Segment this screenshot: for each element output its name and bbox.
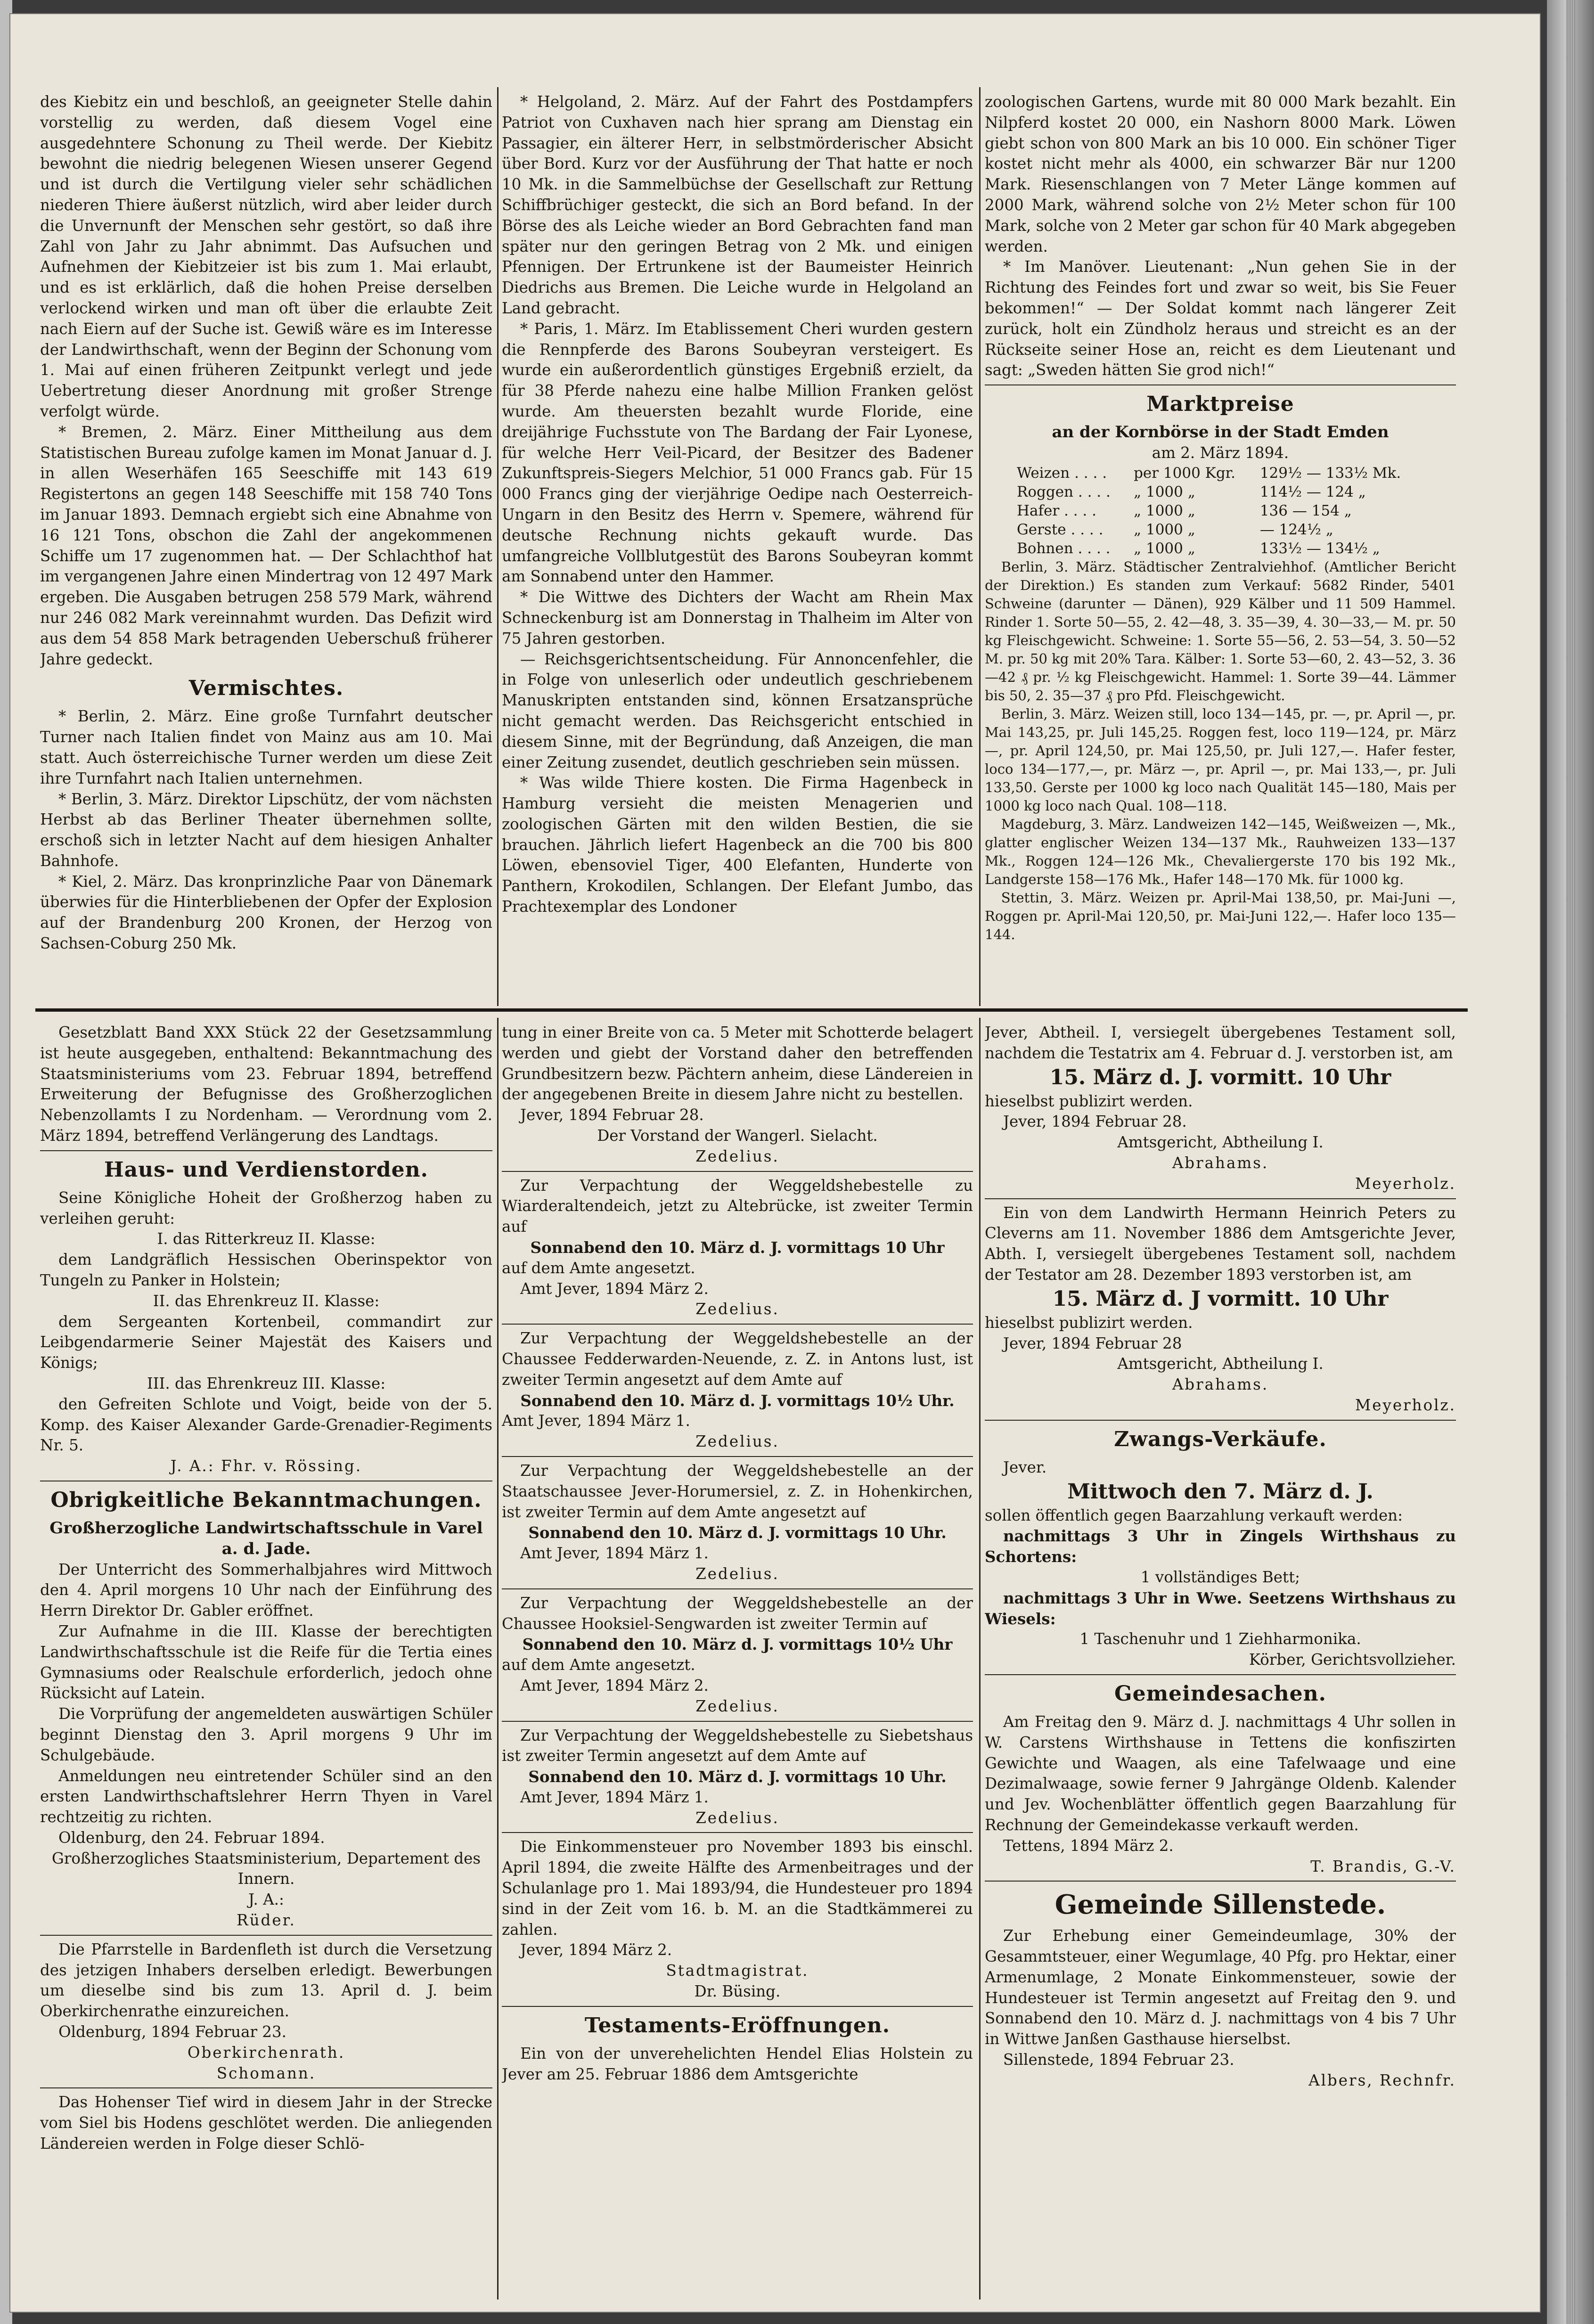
- notice-line: Amt Jever, 1894 März 1.: [502, 1412, 690, 1430]
- notice-date: 15. März d. J. vormitt. 10 Uhr: [1049, 1065, 1391, 1089]
- signature: Zedelius.: [695, 1147, 779, 1165]
- notice-line: Ein von der unverehelichten Hendel Elias Holstein zu Jever am 25. Februar 1886 dem Amtsgerichte: [502, 2044, 973, 2083]
- column-bottom-1: [40, 1023, 492, 2295]
- market-date: am 2. März 1894.: [1152, 443, 1289, 462]
- article: * Paris, 1. März. Im Etablissement Cheri wurden gestern die Rennpferde des Barons Soubeyran versteigert. Es wurde ein außerordentlich günstiges Ergebniß erzielt, da für 38 Pferde nahezu eine halbe Million Franken gelöst wurde. Am theuersten bezahlt wurde Floride, eine dreijährige Fuchsstute von The Bardang der Fair Lyonese, für welche Herr Veil-Picard, der Besitzer des Badener Zukunftspreis-Siegers Melchior, 51 000 Francs gab. Für 15 000 Francs ging der vierjährige Oedipe nach Oesterreich-Ungarn in den Besitz des Herrn v. Spemere, während für deutsche Rechnung nichts gekauft wurde. Das umfangreiche Vollblutgestüt des Barons Soubeyran kommt am Sonnabend unter den Hammer.: [502, 319, 973, 586]
- notice-line: Oberkirchenrath.: [187, 2043, 345, 2062]
- notice-line: Zur Verpachtung der Weggeldshebestelle an der Staatschaussee Jever-Horumersiel, z. Z. in Hohenkirchen, ist zweiter Termin auf dem Amte angesetzt auf: [502, 1461, 973, 1521]
- section-heading-large: Gemeinde Sillenstede.: [1054, 1889, 1386, 1921]
- notice-line: II. das Ehrenkreuz II. Klasse:: [153, 1292, 380, 1310]
- signature: Schomann.: [216, 2064, 316, 2082]
- notice-line: Stadtmagistrat.: [666, 1962, 809, 1980]
- article: * Was wilde Thiere kosten. Die Firma Hagenbeck in Hamburg versieht die meisten Menagerien und zoologischen Gärten mit den wilden Bestien, die sie brauchen. Jährlich liefert Hagenbeck an die 700 bis 800 Löwen, ebensoviel Tiger, 400 Elefanten, Hunderte von Panthern, Krokodilen, Schlangen. Der Elefant Jumbo, das Prachtexemplar des Londoner: [502, 774, 973, 916]
- article: zoologischen Gartens, wurde mit 80 000 Mark bezahlt. Ein Nilpferd kostet 20 000, ein Nashorn 8000 Mark. Löwen giebt schon von 800 Mark an bis 10 000. Ein schöner Tiger kostet nicht mehr als 4000, ein schwarzer Bär nur 1200 Mark. Riesenschlangen von 7 Meter Länge kommen auf 2000 Mark, während solche von 2½ Meter schon für 100 Mark, solche von 2 Meter gar schon für 40 Mark abgegeben werden.: [985, 93, 1456, 255]
- divider: [985, 1881, 1456, 1882]
- notice-line: Die Pfarrstelle in Bardenfleth ist durch die Versetzung des jetzigen Inhabers derselben erledigt. Bewerbungen um dieselbe sind bis zum 13. April d. J. beim Oberkirchenrathe einzureichen.: [40, 1940, 492, 2021]
- divider: [985, 1198, 1456, 1199]
- notice-line: den Gefreiten Schlote und Voigt, beide von der 5. Komp. des Kaiser Alexander Garde-Grenadier-Regiments Nr. 5.: [40, 1395, 492, 1455]
- article: * Die Wittwe des Dichters der Wacht am Rhein Max Schneckenburg ist am Donnerstag in Thalheim im Alter von 75 Jahren gestorben.: [502, 588, 973, 647]
- notice-line: Der Vorstand der Wangerl. Sielacht.: [597, 1126, 878, 1145]
- page-stack: [1566, 0, 1575, 2324]
- divider: [502, 2006, 973, 2007]
- column-top-1: [40, 92, 492, 1001]
- column-rule: [979, 1018, 981, 2299]
- cell: „ 1000 „: [1134, 540, 1195, 557]
- notice-line: Das Hohenser Tief wird in diesem Jahr in der Strecke vom Siel bis Hodens geschlötet werden. Die anliegenden Ländereien werden in Folge dieser Schlö-: [40, 2093, 492, 2153]
- notice-line: Oldenburg, den 24. Februar 1894.: [58, 1828, 325, 1847]
- notice-line: sollen öffentlich gegen Baarzahlung verkauft werden:: [985, 1506, 1403, 1524]
- signature: Dr. Büsing.: [694, 1982, 781, 2001]
- notice-date: Sonnabend den 10. März d. J. vormittags 10 Uhr.: [528, 1523, 947, 1542]
- cell: Gerste . . . .: [1017, 521, 1104, 538]
- article: des Kiebitz ein und beschloß, an geeigneter Stelle dahin vorstellig zu werden, daß diesem Vogel eine ausgedehntere Schonung zu Theil werde. Der Kiebitz bewohnt die niedrig belegenen Wiesen unserer Gegend und ist durch die Vertilgung vieler sehr schädlichen niederen Thiere äußerst nützlich, wird aber leider durch die Unvernunft der Menschen sehr gestört, so daß ihre Zahl von Jahr zu Jahr abnimmt. Das Aufsuchen und Aufnehmen der Kiebitzeier ist bis zum 1. Mai erlaubt, und es ist erklärlich, daß die hohen Preise derselben verlockend wirken und man oft über die erlaubte Zeit nach Eiern auf der Suche ist. Gewiß wäre es im Interesse der Landwirthschaft, wenn der Beginn der Schonung vom 1. Mai auf einen früheren Zeitpunkt verlegt und jede Uebertretung dieser Anordnung mit großer Strenge verfolgt würde.: [40, 93, 492, 420]
- notice-line: 1 vollständiges Bett;: [1140, 1568, 1300, 1586]
- notice-line: Jever, Abtheil. I, versiegelt übergebenes Testament soll, nachdem die Testatrix am 4. Februar d. J. verstorben ist, am: [985, 1023, 1456, 1062]
- article: * Kiel, 2. März. Das kronprinzliche Paar von Dänemark überwies für die Hinterbliebenen der Opfer der Explosion auf der Brandenburg 200 Kronen, der Herzog von Sachsen-Coburg 250 Mk.: [40, 872, 492, 953]
- notice-line: J. A.:: [248, 1890, 284, 1909]
- notice-line: Sillenstede, 1894 Februar 23.: [1003, 2051, 1234, 2069]
- signature: Abrahams.: [1172, 1375, 1269, 1394]
- notice-line: hieselbst publizirt werden.: [985, 1092, 1193, 1110]
- signature: Körber, Gerichtsvollzieher.: [1249, 1651, 1456, 1669]
- notice-line: Anmeldungen neu eintretender Schüler sind an den ersten Landwirthschaftslehrer Herrn Thyen in Varel rechtzeitig zu richten.: [40, 1767, 492, 1826]
- section-heading: Obrigkeitliche Bekanntmachungen.: [50, 1488, 482, 1512]
- divider: [502, 1721, 973, 1722]
- cell: Weizen . . . .: [1017, 464, 1107, 482]
- cell: Hafer . . . .: [1017, 502, 1096, 519]
- cell: 133½ — 134½ „: [1259, 540, 1380, 557]
- notice-line: Ein von dem Landwirth Hermann Heinrich Peters zu Cleverns am 11. November 1886 dem Amtsgerichte Jever, Abth. I, versiegelt übergebenes Testament soll, nachdem der Testator am 28. Dezember 1893 verstorben ist, am: [985, 1203, 1456, 1284]
- signature: Zedelius.: [695, 1432, 779, 1451]
- market-report: Berlin, 3. März. Städtischer Zentralviehhof. (Amtlicher Bericht der Direktion.) Es standen zum Verkauf: 5682 Rinder, 5401 Schweine (darunter — Dänen), 929 Kälber und 11 509 Hammel. Rinder 1. Sorte 50—55, 2. 42—48, 3. 35—39, 4. 30—33,— M. pr. 50 kg Fleischgewicht. Schweine: 1. Sorte 55—56, 2. 53—54, 3. 50—52 M. pr. 50 kg mit 20% Tara. Kälber: 1. Sorte 53—60, 2. 43—52, 3. 36—42 ₰ pr. ½ kg Fleischgewicht. Hammel: 1. Sorte 39—44. Lämmer bis 50, 2. 35—37 ₰ pro Pfd. Fleischgewicht.: [985, 558, 1456, 704]
- article: * Im Manöver. Lieutenant: „Nun gehen Sie in der Richtung des Feindes fort und zwar so weit, bis Sie Feuer bekommen!“ — Der Soldat kommt nach längerer Zeit zurück, holt ein Zündholz heraus und streicht es an der Rückseite seiner Hose an, reicht es dem Lieutenant und sagt: „Sweden hätten Sie grod nich!“: [985, 258, 1456, 379]
- column-rule: [497, 87, 499, 1006]
- notice-line: Zur Verpachtung der Weggeldshebestelle an der Chaussee Hooksiel-Sengwarden ist zweiter Termin auf: [502, 1594, 973, 1633]
- section-heading: Haus- und Verdienstorden.: [104, 1157, 428, 1182]
- notice-line: Am Freitag den 9. März d. J. nachmittags 4 Uhr sollen in W. Carstens Wirthshause in Tettens die konfiszirten Gewichte und Waagen, als eine Tafelwaage und eine Dezimalwaage, sowie ferner 9 Jahrgänge Oldenb. Kalender und Jev. Wochenblätter öffentlich gegen Baarzahlung für Rechnung der Gemeindekasse verkauft werden.: [985, 1712, 1456, 1834]
- section-heading: Vermischtes.: [188, 676, 344, 701]
- cell: 129½ — 133½ Mk.: [1259, 464, 1401, 482]
- notice-line: Jever, 1894 Februar 28.: [520, 1106, 704, 1124]
- notice-line: auf dem Amte angesetzt.: [502, 1259, 695, 1277]
- notice-line: Amt Jever, 1894 März 2.: [520, 1279, 709, 1298]
- market-report: Magdeburg, 3. März. Landweizen 142—145, Weißweizen —, Mk., glatter englischer Weizen 134—137 Mk., Rauhweizen 133—137 Mk., Roggen 124—126 Mk., Chevaliergerste 170 bis 192 Mk., Landgerste 158—176 Mk., Hafer 148—170 Mk. für 1000 kg.: [985, 816, 1456, 887]
- notice-line: Zur Aufnahme in die III. Klasse der berechtigten Landwirthschaftsschule ist die Reife für die Tertia eines Gymnasiums oder Realschule erforderlich, jedoch ohne Rücksicht auf Latein.: [40, 1622, 492, 1702]
- notice-line: III. das Ehrenkreuz III. Klasse:: [147, 1374, 386, 1392]
- cell: Bohnen . . . .: [1017, 540, 1111, 557]
- notice-date: Sonnabend den 10. März d. J. vormittags 10½ Uhr.: [520, 1391, 955, 1410]
- divider: [502, 1324, 973, 1325]
- notice-line: dem Sergeanten Kortenbeil, commandirt zur Leibgendarmerie Seiner Majestät des Kaisers und Königs;: [40, 1312, 492, 1372]
- notice-line: Oldenburg, 1894 Februar 23.: [58, 2023, 286, 2041]
- signature: Abrahams.: [1172, 1154, 1269, 1172]
- notice-line: Jever, 1894 Februar 28: [1003, 1334, 1182, 1352]
- column-bottom-2: [502, 1023, 973, 2295]
- section-heading: Gemeindesachen.: [1114, 1681, 1326, 1706]
- notice-line: nachmittags 3 Uhr in Zingels Wirthshaus zu Schortens:: [985, 1527, 1456, 1566]
- signature: Albers, Rechnfr.: [1308, 2071, 1456, 2089]
- notice-line: Amtsgericht, Abtheilung I.: [1117, 1355, 1324, 1373]
- table-row: [1013, 520, 1428, 539]
- notice-line: Amtsgericht, Abtheilung I.: [1117, 1133, 1324, 1152]
- section-heading: Zwangs-Verkäufe.: [1114, 1427, 1327, 1451]
- notice-subheading: Großherzogliche Landwirtschaftsschule in Varel a. d. Jade.: [49, 1518, 483, 1558]
- notice-line: Amt Jever, 1894 März 2.: [520, 1676, 709, 1694]
- column-top-3: [985, 92, 1456, 1001]
- notice-line: hieselbst publizirt werden.: [985, 1313, 1193, 1332]
- signature: Meyerholz.: [1355, 1396, 1456, 1414]
- signature: Meyerholz.: [1355, 1174, 1456, 1193]
- cell: 114½ — 124 „: [1259, 483, 1366, 500]
- divider: [40, 1935, 492, 1936]
- notice-line: Zur Verpachtung der Weggeldshebestelle zu Wiarderaltendeich, jetzt zu Altebrücke, ist zweiter Termin auf: [502, 1176, 973, 1236]
- notice-date: 15. März d. J vormitt. 10 Uhr: [1052, 1286, 1389, 1311]
- notice: Gesetzblatt Band XXX Stück 22 der Gesetzsammlung ist heute ausgegeben, enthaltend: Bekanntmachung des Staatsministeriums vom 23. Februar 1894, betreffend Erweiterung der Befugnisse des Großherzoglichen Nebenzollamts I zu Nordenham. — Verordnung vom 2. März 1894, betreffend Verlängerung des Landtags.: [40, 1023, 492, 1145]
- notice-line: Jever.: [1003, 1458, 1047, 1476]
- notice-line: Zur Verpachtung der Weggeldshebestelle an der Chaussee Fedderwarden-Neuende, z. Z. in Antons lust, ist zweiter Termin angesetzt auf dem Amte auf: [502, 1329, 973, 1389]
- divider: [502, 1456, 973, 1457]
- cell: per 1000 Kgr.: [1134, 464, 1235, 482]
- divider: [502, 1171, 973, 1172]
- article: * Berlin, 2. März. Eine große Turnfahrt deutscher Turner nach Italien findet von Mainz aus am 10. Mai statt. Auch österreichische Turner werden um diese Zeit ihre Turnfahrt nach Italien unternehmen.: [40, 707, 492, 787]
- cell: „ 1000 „: [1134, 521, 1195, 538]
- notice-date: Sonnabend den 10. März d. J. vormittags 10 Uhr: [530, 1238, 945, 1257]
- article: * Berlin, 3. März. Direktor Lipschütz, der vom nächsten Herbst ab das Berliner Theater übernehmen sollte, erschoß sich in letzter Nacht auf dem hiesigen Anhalter Bahnhofe.: [40, 790, 492, 870]
- divider: [502, 1832, 973, 1833]
- table-row: [1013, 501, 1428, 520]
- signature: Zedelius.: [695, 1697, 779, 1715]
- market-report: Stettin, 3. März. Weizen pr. April-Mai 138,50, pr. Mai-Juni —, Roggen pr. April-Mai 120,50, pr. Mai-Juni 122,—. Hafer loco 135—144.: [985, 889, 1456, 942]
- market-report: Berlin, 3. März. Weizen still, loco 134—145, pr. —, pr. April —, pr. Mai 143,25, pr. Juli 145,25. Roggen fest, loco 119—124, pr. März —, pr. April 124,50, pr. Mai 125,50, pr. Juli 127,—. Hafer fester, loco 134—177,—, pr. März —, pr. April —, pr. Mai 133,—, pr. Juli 133,50. Gerste per 1000 kg loco nach Qualität 145—180, Mais per 1000 kg loco nach Qual. 108—118.: [985, 705, 1456, 814]
- article: * Helgoland, 2. März. Auf der Fahrt des Postdampfers Patriot von Cuxhaven nach hier sprang am Dienstag ein Passagier, ein älterer Herr, in selbstmörderischer Absicht über Bord. Kurz vor der Ausführung der That hatte er noch 10 Mk. in die Sammelbüchse der Gesellschaft zur Rettung Schiffbrüchiger gesteckt, die sich an Bord befand. In der Börse des als Leiche wieder an Bord Gebrachten fand man später nur den geringen Betrag von 2 Mk. und einigen Pfennigen. Der Ertrunkene ist der Baumeister Heinrich Diedrichs aus Bremen. Die Leiche wurde in Helgoland an Land gebracht.: [502, 93, 973, 317]
- notice-line: Tettens, 1894 März 2.: [1003, 1836, 1174, 1855]
- column-rule: [979, 87, 981, 1006]
- column-bottom-3: [985, 1023, 1456, 2295]
- signature: J. A.: Fhr. v. Rössing.: [170, 1457, 362, 1475]
- table-row: [1013, 539, 1428, 558]
- cell: 136 — 154 „: [1259, 502, 1352, 519]
- signature: Zedelius.: [695, 1808, 779, 1827]
- notice-line: I. das Ritterkreuz II. Klasse:: [157, 1230, 376, 1248]
- signature: Zedelius.: [695, 1564, 779, 1583]
- notice-line: 1 Taschenuhr und 1 Ziehharmonika.: [1079, 1630, 1361, 1648]
- notice-date: Sonnabend den 10. März d. J. vormittags 10½ Uhr: [522, 1635, 953, 1654]
- signature: Zedelius.: [695, 1300, 779, 1318]
- market-title: Marktpreise: [1146, 392, 1294, 417]
- table-row: [1013, 464, 1428, 483]
- notice-line: Der Unterricht des Sommerhalbjahres wird Mittwoch den 4. April morgens 10 Uhr nach der Einführung des Herrn Direktor Dr. Gabler eröffnet.: [40, 1560, 492, 1620]
- cell: Roggen . . . .: [1017, 483, 1111, 500]
- column-top-2: [502, 92, 973, 1001]
- notice-date: Sonnabend den 10. März d. J. vormittags 10 Uhr.: [528, 1768, 947, 1786]
- article: — Reichsgerichtsentscheidung. Für Annoncenfehler, die in Folge von unleserlich oder undeutlich geschriebenem Manuskripten entstanden sind, können Ersatzansprüche nicht gemacht werden. Das Reichsgericht entschied in diesem Sinne, mit der Begründung, daß Anzeigen, die man einer Zeitung zusendet, deutlich geschrieben sein müssen.: [502, 650, 973, 771]
- notice-line: Seine Königliche Hoheit der Großherzog haben zu verleihen geruht:: [40, 1188, 492, 1227]
- divider: [40, 1150, 492, 1151]
- table-row: [1013, 483, 1428, 501]
- divider: [40, 2087, 492, 2088]
- divider: [985, 1420, 1456, 1421]
- section-heading: Testaments-Eröffnungen.: [584, 2013, 891, 2038]
- notice-line: Zur Verpachtung der Weggeldshebestelle zu Siebetshaus ist zweiter Termin angesetzt auf dem Amte auf: [502, 1726, 973, 1765]
- notice-date: Mittwoch den 7. März d. J.: [1067, 1479, 1373, 1504]
- cell: „ 1000 „: [1134, 502, 1195, 519]
- cell: „ 1000 „: [1134, 483, 1195, 500]
- notice-line: nachmittags 3 Uhr in Wwe. Seetzens Wirthshaus zu Wiesels:: [985, 1588, 1456, 1628]
- signature: Rüder.: [237, 1911, 296, 1930]
- cell: — 124½ „: [1259, 521, 1333, 538]
- notice-line: Jever, 1894 März 2.: [520, 1941, 672, 1959]
- market-table: [1013, 464, 1428, 558]
- notice-line: auf dem Amte angesetzt.: [502, 1656, 695, 1674]
- notice-line: Die Vorprüfung der angemeldeten auswärtigen Schüler beginnt Dienstag den 3. April morgens 9 Uhr im Schulgebäude.: [40, 1705, 492, 1764]
- notice-line: Zur Erhebung einer Gemeindeumlage, 30% der Gesammtsteuer, einer Wegumlage, 40 Pfg. pro Hektar, einer Armenumlage, 2 Monate Einkommensteuer, sowie der Hundesteuer ist Termin angesetzt auf Freitag den 9. und Sonnabend den 10. März d. J. nachmittags von 4 bis 7 Uhr in Wittwe Janßen Gasthause hierselbst.: [985, 1927, 1456, 2048]
- market-subtitle: an der Kornbörse in der Stadt Emden: [1052, 423, 1389, 442]
- notice-line: Jever, 1894 Februar 28.: [1003, 1113, 1187, 1131]
- column-rule: [497, 1018, 499, 2299]
- notice-line: dem Landgräflich Hessischen Oberinspektor von Tungeln zu Panker in Holstein;: [40, 1251, 492, 1289]
- signature: T. Brandis, G.-V.: [1310, 1857, 1456, 1875]
- section-rule: [35, 1008, 1468, 1012]
- divider: [985, 1674, 1456, 1675]
- divider: [502, 1588, 973, 1589]
- notice-line: Großherzogliches Staatsministerium, Departement des Innern.: [51, 1849, 481, 1888]
- article: * Bremen, 2. März. Einer Mittheilung aus dem Statistischen Bureau zufolge kamen im Monat Januar d. J. in allen Weserhäfen 165 Seeschiffe mit 143 619 Registertons an gegen 148 Seeschiffe mit 158 740 Tons im Januar 1893. Demnach ergiebt sich eine Abnahme von 16 121 Tons, obschon die Zahl der angekommenen Schiffe um 17 zugenommen hat. — Der Schlachthof hat im vergangenen Jahre einen Mindertrag von 12 497 Mark ergeben. Die Ausgaben betrugen 258 579 Mark, während nur 246 082 Mark vereinnahmt wurden. Das Defizit wird aus dem 54 858 Mark betragenden Ueberschuß früherer Jahre gedeckt.: [40, 423, 492, 668]
- notice-line: Amt Jever, 1894 März 1.: [520, 1544, 709, 1563]
- notice-line: Amt Jever, 1894 März 1.: [520, 1788, 709, 1806]
- notice-line: tung in einer Breite von ca. 5 Meter mit Schotterde belagert werden und giebt der Vorstand daher den betreffenden Grundbesitzern bezw. Pächtern anheim, diese Ländereien in der angegebenen Breite in diesem Jahre nicht zu bestellen.: [502, 1023, 973, 1104]
- notice-line: Die Einkommensteuer pro November 1893 bis einschl. April 1894, die zweite Hälfte des Armenbeitrages und der Schulanlage pro 1. Mai 1893/94, die Hundesteuer pro 1894 sind in der Zeit vom 16. b. M. an die Stadtkämmerei zu zahlen.: [502, 1838, 973, 1939]
